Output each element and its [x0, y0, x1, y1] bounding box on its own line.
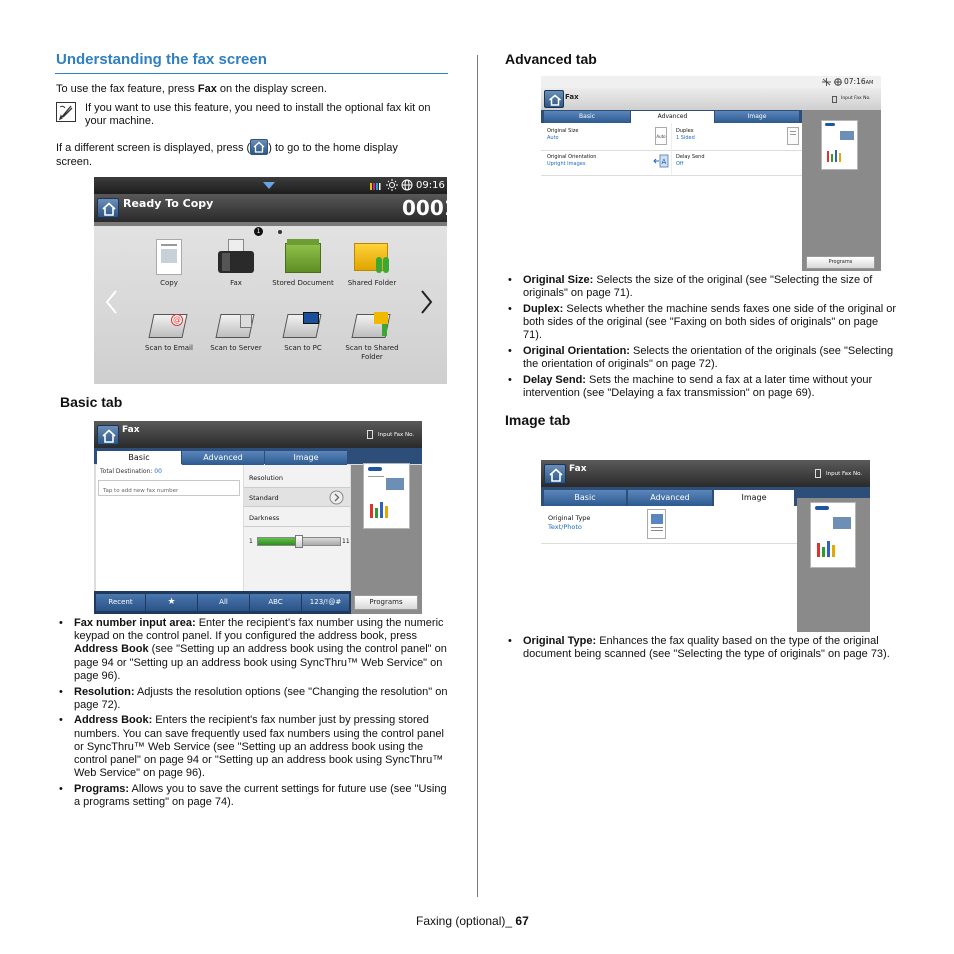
bullet-text: Adjusts the resolution options (see "Changing the resolution" on page 72). — [74, 685, 448, 711]
image-tab-bullets — [505, 635, 900, 664]
resolution-selector[interactable] — [244, 487, 350, 507]
input-fax-icon[interactable] — [367, 430, 373, 439]
original-type-label: Original Type — [548, 514, 591, 522]
bullet-original-size — [505, 274, 900, 300]
original-orientation-label: Original Orientation — [547, 154, 597, 160]
recent-button[interactable]: Recent — [96, 594, 145, 611]
footer-text: Faxing (optional)_ — [416, 914, 516, 928]
bullet-text: Selects the size of the original (see "Selecting the size of originals" on page 71). — [523, 274, 873, 300]
page-indicator-2[interactable] — [278, 230, 282, 234]
duplex-option[interactable] — [676, 128, 800, 150]
tab-image[interactable]: Image — [714, 490, 794, 506]
bullet-term: Programs: — [74, 782, 130, 795]
pull-down-icon[interactable] — [262, 181, 276, 190]
clock — [844, 77, 873, 88]
bullet-term2: Address Book — [74, 643, 149, 656]
bullet-text: Enhances the fax quality based on the type of the original document being scanned (see "Selecting the type of originals" on page 73). — [523, 635, 890, 661]
toner-icon — [369, 180, 381, 191]
bullet-original-type — [505, 635, 900, 661]
input-fax-icon[interactable] — [815, 469, 821, 478]
bullet-term: Duplex: — [523, 302, 564, 315]
basic-tab-heading: Basic tab — [60, 394, 123, 410]
advanced-status-bar — [541, 76, 881, 88]
bullet-text: Selects the orientation of the originals (see "Selecting the orientation of originals" on page 72). — [523, 345, 894, 371]
globe-icon — [401, 179, 413, 191]
original-size-icon[interactable]: Auto — [655, 127, 667, 145]
intro-bold: Fax — [197, 83, 217, 95]
programs-button[interactable]: Programs — [806, 256, 875, 269]
scan-to-email-app[interactable] — [134, 310, 204, 353]
home-icon — [250, 139, 268, 155]
bullet-term: Address Book: — [74, 714, 153, 727]
home-suffix: ) to go to the home display screen. — [56, 141, 398, 168]
copy-label: Copy — [160, 279, 178, 287]
total-destination-label: Total Destination: — [100, 468, 153, 475]
bullet-text: Sets the machine to send a fax at a later time without your intervention (see "Delaying a fax transmission" on page 69). — [523, 373, 873, 400]
original-type-value: Text/Photo — [548, 523, 582, 531]
advanced-title-bar — [541, 88, 881, 110]
copy-counter: 0001 — [402, 196, 458, 220]
original-size-option[interactable] — [547, 128, 671, 150]
home-prefix: If a different screen is displayed, press ( — [56, 141, 251, 154]
tab-advanced[interactable]: Advanced — [182, 451, 264, 465]
darkness-slider[interactable] — [257, 537, 341, 546]
scan-to-pc-icon — [283, 310, 323, 340]
preview-pane — [797, 498, 870, 632]
bullet-programs — [56, 783, 450, 809]
page-footer — [416, 914, 529, 929]
advanced-tab-bullets — [505, 274, 900, 403]
symbols-button[interactable]: 123/!@# — [302, 594, 349, 611]
shared-folder-app[interactable] — [337, 239, 407, 288]
tab-basic[interactable]: Basic — [544, 111, 630, 123]
chevron-right-icon[interactable] — [329, 490, 344, 505]
advanced-tab-heading: Advanced tab — [505, 51, 597, 67]
input-fax-label[interactable]: Input Fax No. — [841, 96, 871, 101]
duplex-label: Duplex — [676, 128, 694, 134]
fax-app[interactable] — [201, 239, 271, 288]
bullet-term: Delay Send: — [523, 373, 586, 386]
bullet-term: Original Orientation: — [523, 345, 630, 358]
scan-to-server-label: Scan to Server — [210, 344, 262, 352]
scan-to-shared-folder-label: Scan to Shared Folder — [345, 344, 399, 361]
brightness-icon — [386, 179, 398, 191]
bullet-term: Fax number input area: — [74, 617, 196, 629]
slider-max: 11 — [342, 538, 350, 545]
scan-to-pc-label: Scan to PC — [284, 344, 322, 352]
tab-image[interactable]: Image — [265, 451, 347, 465]
abc-button[interactable]: ABC — [250, 594, 301, 611]
options-panel — [244, 465, 350, 591]
delay-send-value: Off — [676, 161, 684, 167]
row-divider — [541, 175, 802, 176]
shared-folder-icon — [354, 239, 390, 275]
home-button[interactable] — [97, 425, 119, 445]
bullet-resolution — [56, 686, 450, 712]
clock-ampm: AM — [865, 80, 874, 86]
advanced-tab-screen — [541, 76, 881, 271]
fax-number-input-area[interactable] — [96, 465, 243, 591]
home-button[interactable] — [544, 90, 564, 108]
fax-icon — [216, 239, 256, 275]
previous-arrow-icon[interactable] — [104, 289, 118, 315]
image-tab-heading: Image tab — [505, 412, 571, 428]
home-button[interactable] — [544, 464, 566, 484]
address-book-bar — [94, 591, 351, 614]
tab-basic[interactable]: Basic — [544, 490, 626, 506]
home-instruction — [56, 140, 436, 169]
document-preview — [810, 502, 856, 568]
bullet-text: Allows you to save the current settings for future use (see "Using a programs setting" on page 74). — [74, 782, 447, 809]
page-indicator-1[interactable]: 1 — [254, 227, 263, 236]
image-options — [541, 506, 797, 632]
input-fax-label[interactable]: Input Fax No. — [378, 432, 415, 438]
bullet-text2: (see "Setting up an address book using the control panel" on page 94 or "Setting up an address book using SyncThru™ Web Service" on page 96). — [74, 643, 447, 682]
advanced-options — [541, 123, 802, 271]
duplex-value: 1 Sided — [676, 135, 695, 141]
bullet-text: Enters the recipient's fax number just by pressing stored numbers. You can save frequently used fax numbers using the control panel or SyncThru™ Web Service (see "Setting up an address book using the control panel" on page 94 or "Setting up an address book using SyncThru™ Web Service" on page 96). — [74, 714, 444, 780]
column-separator — [671, 123, 672, 175]
home-button[interactable] — [97, 198, 119, 218]
original-size-label: Original Size — [547, 128, 579, 134]
stored-document-icon — [285, 239, 321, 275]
copy-app[interactable] — [134, 239, 204, 288]
fax-number-field[interactable] — [98, 480, 240, 496]
status-bar — [94, 177, 447, 194]
scan-to-email-label: Scan to Email — [145, 344, 193, 352]
darkness-fill — [258, 538, 299, 545]
intro-suffix: on the display screen. — [216, 83, 327, 95]
original-orientation-value: Upright Images — [547, 161, 586, 167]
all-button[interactable]: All — [198, 594, 249, 611]
svg-text:A: A — [661, 158, 667, 166]
next-arrow-icon[interactable] — [420, 289, 434, 315]
globe-icon — [834, 78, 842, 86]
bullet-text: Selects whether the machine sends faxes one side of the original or both sides of the original (see "Faxing on both sides of originals" on page 71). — [523, 302, 896, 342]
input-fax-icon[interactable] — [832, 96, 837, 103]
orientation-icon[interactable] — [653, 154, 669, 168]
shared-folder-label: Shared Folder — [347, 279, 397, 287]
programs-button[interactable]: Programs — [354, 595, 418, 610]
screen-title: Ready To Copy — [123, 197, 214, 210]
total-destination-count: 00 — [154, 468, 162, 475]
preview-pane — [351, 465, 422, 614]
scan-to-shared-folder-icon — [352, 310, 392, 340]
basic-tab-bullets — [56, 617, 450, 812]
intro-paragraph — [56, 83, 448, 96]
delay-send-option[interactable] — [676, 154, 800, 176]
heading-rule — [55, 73, 448, 74]
column-divider — [477, 55, 478, 897]
image-tab-screen — [541, 460, 870, 632]
scan-to-email-icon: @ — [149, 310, 189, 340]
delay-send-label: Delay Send — [676, 154, 705, 160]
bullet-text: Enter the recipient's fax number using the numeric keypad on the control panel. If you configured the address book, press — [74, 617, 444, 643]
darkness-label: Darkness — [249, 514, 280, 522]
scan-to-server-app[interactable] — [201, 310, 271, 353]
title-bar — [94, 194, 458, 222]
input-fax-label[interactable]: Input Fax No. — [826, 471, 863, 477]
basic-tab-screen — [94, 421, 422, 614]
image-title: Fax — [569, 464, 587, 474]
basic-title-bar — [94, 421, 422, 448]
fax-number-placeholder: Tap to add new fax number — [103, 488, 179, 494]
darkness-handle[interactable] — [295, 535, 303, 548]
document-preview — [821, 120, 858, 170]
note-text: If you want to use this feature, you need to install the optional fax kit on your machine. — [85, 102, 431, 128]
bullet-delay-send — [505, 374, 900, 400]
resolution-label: Resolution — [249, 474, 283, 482]
advanced-title: Fax — [565, 93, 579, 101]
tab-advanced[interactable]: Advanced — [628, 490, 712, 506]
original-type-icon[interactable] — [647, 509, 666, 539]
title-shadow — [94, 222, 447, 226]
bullet-fax-number — [56, 617, 450, 683]
network-icon — [822, 78, 831, 86]
favorites-button[interactable]: ★ — [146, 594, 197, 611]
duplex-icon[interactable] — [787, 127, 799, 145]
resolution-value: Standard — [249, 494, 279, 502]
home-screen — [94, 177, 458, 384]
original-size-value: Auto — [547, 135, 559, 141]
total-destination — [100, 468, 162, 476]
document-preview — [363, 463, 410, 529]
stored-document-label: Stored Document — [272, 279, 334, 287]
image-title-bar — [541, 460, 870, 487]
tab-basic[interactable]: Basic — [97, 451, 181, 465]
bullet-original-orientation — [505, 345, 900, 371]
bullet-term: Resolution: — [74, 685, 135, 698]
slider-min: 1 — [249, 538, 253, 545]
note-icon — [56, 102, 76, 122]
copy-icon — [156, 239, 182, 275]
page-number: 67 — [515, 914, 529, 928]
tab-image[interactable]: Image — [715, 111, 799, 123]
scan-to-shared-folder-app[interactable] — [337, 310, 407, 362]
darkness-divider — [244, 526, 350, 527]
bullet-term: Original Size: — [523, 274, 594, 286]
bullet-term: Original Type: — [523, 635, 597, 647]
scan-to-pc-app[interactable] — [268, 310, 338, 353]
intro-text: To use the fax feature, press — [56, 83, 198, 95]
section-heading: Understanding the fax screen — [56, 51, 267, 68]
scan-to-server-icon — [216, 310, 256, 340]
basic-title: Fax — [122, 425, 140, 435]
bullet-duplex — [505, 303, 900, 343]
bullet-address-book — [56, 714, 450, 780]
preview-pane — [802, 110, 881, 271]
clock-time: 07:16 — [844, 77, 866, 86]
fax-label: Fax — [230, 279, 242, 287]
clock: 09:16 — [416, 180, 445, 191]
tab-advanced[interactable]: Advanced — [631, 111, 714, 123]
stored-document-app[interactable] — [268, 239, 338, 288]
row-divider — [541, 543, 797, 544]
